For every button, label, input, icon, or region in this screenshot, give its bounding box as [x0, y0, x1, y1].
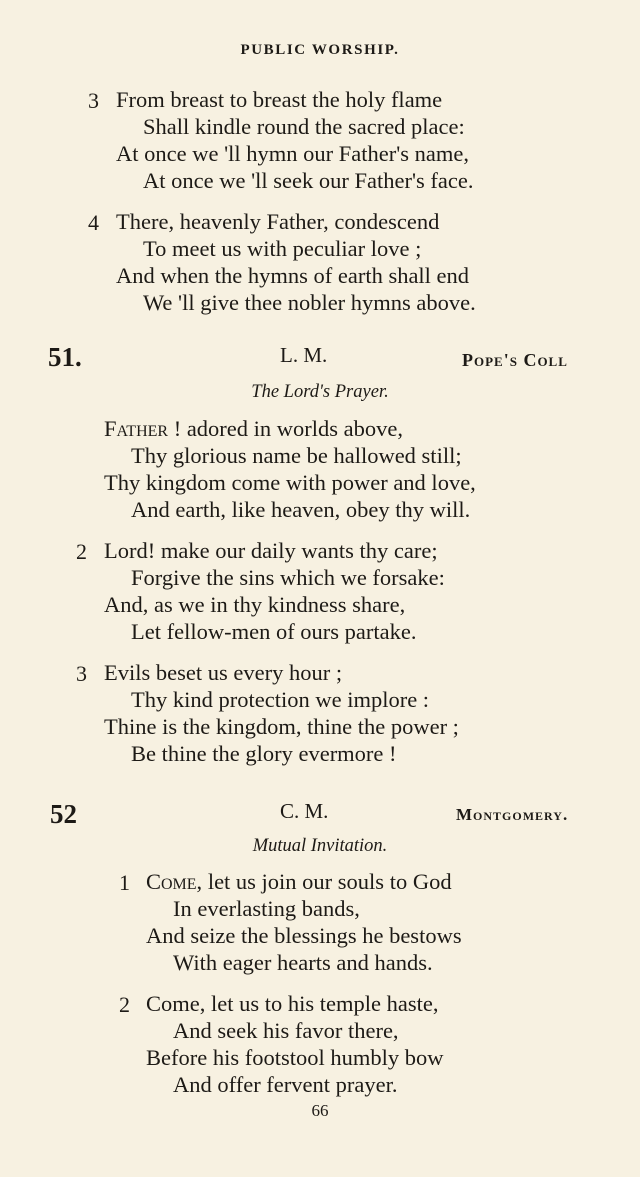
first-line-text: ! adored in worlds above,	[173, 416, 404, 441]
verse-line: And, as we in thy kindness share,	[104, 592, 406, 617]
verse-line: In everlasting bands,	[173, 896, 360, 921]
verse-line: Thy glorious name be hallowed still;	[131, 443, 462, 468]
verse-line: At once we 'll seek our Father's face.	[143, 168, 474, 193]
verse-line: Before his footstool humbly bow	[146, 1045, 444, 1070]
hymn-number: 51.	[48, 342, 82, 372]
hymn-number: 52	[50, 799, 77, 829]
stanza-number: 4	[88, 210, 99, 235]
verse-line	[104, 416, 403, 442]
verse-line: Be thine the glory evermore !	[131, 741, 397, 766]
first-word: Come,	[146, 869, 203, 894]
verse-line: At once we 'll hymn our Father's name,	[116, 141, 470, 166]
stanza-number: 3	[76, 661, 87, 686]
verse-line: With eager hearts and hands.	[173, 950, 433, 975]
verse-line: And when the hymns of earth shall end	[116, 263, 470, 288]
hymn-title: The Lord's Prayer.	[251, 382, 389, 402]
verse-line: And earth, like heaven, obey thy will.	[131, 497, 471, 522]
hymn-title: Mutual Invitation.	[252, 836, 388, 856]
verse-line: We 'll give thee nobler hymns above.	[143, 290, 476, 315]
verse-line: And seek his favor there,	[173, 1018, 399, 1043]
stanza-number: 2	[119, 992, 130, 1017]
verse-line: And seize the blessings he bestows	[146, 923, 462, 948]
verse-line	[146, 869, 452, 895]
stanza-number: 3	[88, 88, 99, 113]
page-number: 66	[311, 1101, 329, 1120]
stanza-number: 1	[119, 870, 130, 895]
verse-line: Evils beset us every hour ;	[104, 660, 343, 685]
stanza-number: 2	[76, 539, 87, 564]
verse-line: Come, let us to his temple haste,	[146, 991, 439, 1016]
verse-line: There, heavenly Father, condescend	[116, 209, 440, 234]
hymn-meter: C. M.	[280, 799, 329, 823]
verse-line: To meet us with peculiar love ;	[143, 236, 422, 261]
verse-line: Thy kind protection we implore :	[131, 687, 430, 712]
verse-line: Thy kingdom come with power and love,	[104, 470, 476, 495]
first-word: Father	[104, 416, 169, 441]
verse-line: Shall kindle round the sacred place:	[143, 114, 465, 139]
hymn-author: Montgomery.	[456, 805, 569, 824]
verse-line: And offer fervent prayer.	[173, 1072, 398, 1097]
verse-line: Let fellow-men of ours partake.	[131, 619, 417, 644]
verse-line: From breast to breast the holy flame	[116, 87, 443, 112]
first-line-text: let us join our souls to God	[207, 869, 452, 894]
verse-line: Forgive the sins which we forsake:	[131, 565, 445, 590]
hymn-author: Pope's Coll	[462, 350, 568, 370]
verse-line: Lord! make our daily wants thy care;	[104, 538, 438, 563]
hymn-meter: L. M.	[280, 343, 328, 367]
running-head: PUBLIC WORSHIP.	[240, 42, 400, 58]
verse-line: Thine is the kingdom, thine the power ;	[104, 714, 459, 739]
